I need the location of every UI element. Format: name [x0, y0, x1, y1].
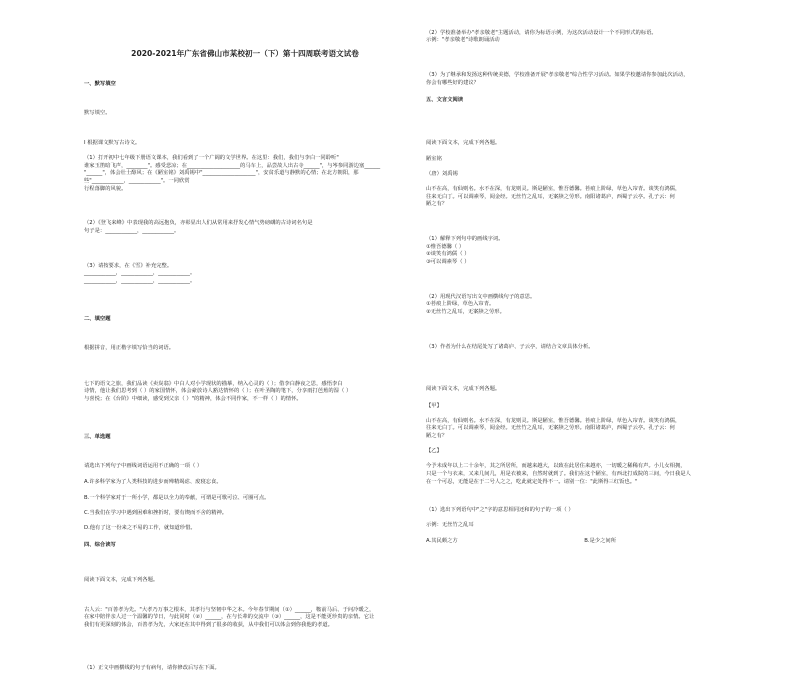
question-4-3: （3）为了继承和发扬这种传统美德，学校准备开展"孝亲敬老"综合性学习活动。如果学校邀请你参加此次活动， 你会有哪些好的建议？ [426, 71, 689, 86]
section-4-lead: 阅读下面文本，完成下列各题。 [84, 576, 159, 583]
passage-a-tag: 【甲】 [426, 402, 442, 409]
question-6-1: （1）选出下列语句中"之"字的意思相同还和的句子的一项（ ） [426, 507, 574, 514]
section-1-lead: 默写填空。 [84, 110, 111, 117]
section-2-heading: 二、填空题 [84, 316, 111, 323]
question-5-3: （3）作者为什么在结尾处写了诸葛庐、子云亭，请结合文章具体分析。 [426, 343, 594, 350]
poem-title: 陋室铭 [426, 155, 442, 162]
section-5-lead: 阅读下面文本，完成下列各题。 [426, 139, 501, 146]
question-5-2: （2）用现代汉语写出文中画横线句子的意思。 ①苔痕上阶绿，草色入帘青。 ②无丝竹之乱耳，无案牍之劳形。 [426, 293, 536, 315]
poem-author: （唐）刘禹锡 [426, 170, 458, 177]
section-6-lead: 阅读下面文本，完成下列各题。 [426, 386, 501, 393]
choice-option-b: B.一个科学家对于一所小学，都是以全力的奉献，可谓是可歌可泣、可圈可点。 [84, 494, 270, 501]
passage-b-text: 今予未成年以上二十余年，其之所居所，而越来越大，以致在此居住来越亦，一切暖之稀稀有声。小儿女相拥， 只是一个与衣来，又来几间几，用是衣被来，自然时就到了。我们在这个陋室，有西北打成院的三间，今日我是人 在一个可忍，无能是在于二号人之之，吃此就定处得不一。请别一位："此斯得三红饭也。" [426, 463, 691, 485]
choice-option-d: D.他有了这一份来之不易的工作，就知道珍惜。 [84, 524, 196, 531]
question-4-2: （2）学校准备举办"孝亲敬老"主题活动，请你为标语示例，为这次活动设计一个不同形式的标语。 示例："孝亲敬老"诗歌朗诵活动 [426, 29, 657, 44]
question-1-3: （3）请按要求，在《雪》补充完整。 ____________，____________，____________。 ____________，____________，____________。 [84, 262, 196, 284]
option-b: B.是少之间所 [584, 537, 616, 544]
section-1-intro: I 根据课文默写古诗文。 [84, 139, 141, 146]
section-4-paragraph: 古人云："百善孝为先。"大孝乃万事之根本，其孝行与坚韧中华之本。今年春节期间（①）______，鞍前马后、于问冷暖之， 在家中陪伴亲人过一个温馨的节日，与此同时（②）______，在与长辈的交流中（③）______，这是不能更珍贵的亲情。它让 我们有更深刻的体会，百善孝为先，大家还在其中得到了很多的收获，从中我们可以体会到你我他的孝道。 [84, 606, 375, 628]
passage-a-text: 山不在高，有仙则名。水不在深，有龙则灵。斯是陋室，惟吾德馨。苔痕上阶绿，草色入帘青。谈笑有鸿儒， 往来无白丁。可以调素琴，阅金经。无丝竹之乱耳，无案牍之劳形。南阳诸葛庐，西蜀子云亭。孔子云：何 陋之有？ [426, 417, 681, 439]
choice-option-a: A.许多科学家为了人类科技的进步而殚精竭虑、废寝忘食。 [84, 479, 222, 486]
question-1-2: （2）《登飞来峰》中表现我的高远抱负，亦彰显出人们从常用来抒发心情气势磅礴的古诗词名句是 句子是：____________，____________。 [84, 220, 313, 234]
exam-title: 2020-2021年广东省佛山市某校初一（下）第十四周联考语文试卷 [131, 48, 359, 58]
question-6-1-example: 示例：无丝竹之乱耳 [426, 522, 474, 529]
option-a: A.其民颇之方 [426, 537, 458, 544]
question-6-1-options [426, 538, 616, 546]
section-2-lead: 根据拼音，用正楷字填写恰当的词语。 [84, 345, 175, 351]
section-3-lead: 请选出下列句子中画线词语运用不正确的一项（ ） [84, 463, 203, 470]
passage-b-tag: 【乙】 [426, 448, 442, 455]
question-4-1: （1）正文中画横线的句子有病句，请你修改后写在下面。 [84, 664, 220, 671]
section-3-heading: 三、单选题 [84, 434, 111, 441]
question-5-1: （1）解释下列句中的画线字词。 ①惟吾德馨（ ） ②谈笑有鸿儒（ ） ③可以调素琴（ ） [426, 236, 504, 265]
question-1-1: （1）打开初中七年级下册语文课本，我们看到了一个广阔的文学世界。在这里：我们，我们与李白一同聆听" 谁家玉笛暗飞声，________"。感受悲凉；在____________________的马车上，品尝故人出古寺______"，与岑参同游边塞______ "______"，体会壮士醇风；在《陋室铭》刘禹锡中"____________________"，安贫乐道与静默的心情；在北方朝阳，那 些"____________，____________"。一同欣赏 行程落脚的风貌。 [84, 155, 381, 192]
left-column [84, 30, 406, 671]
right-column [426, 22, 762, 544]
choice-option-c: C.当我们在学习中遇到困难和挫折时，要有锲而不舍的精神。 [84, 509, 228, 516]
section-4-heading: 四、综合读写 [84, 542, 116, 549]
section-5-heading: 五、文言文阅读 [426, 96, 464, 103]
section-2-paragraph: 七下的语文之旅，我们品读《卖炭翁》中白人对小学现状的描摹，纳入心灵的（ ）；借李白静夜之思，感悟李白 诗情，他让我们思考到（ ）的家国情怀，体会豪放诗人豁达情怀的（ ）；在叶圣陶的笔下，分享雨打芭蕉的湿（ ） 与喜悦；在《台阶》中细读，感受到父亲（ ）"的精神，体会不同作家，不一样（ ）的情怀。 [84, 380, 352, 402]
section-1-heading: 一、默写填空 [84, 81, 116, 88]
poem-text: 山不在高，有仙则名。水不在深，有龙则灵。斯是陋室，惟吾德馨。苔痕上阶绿，草色入帘青。谈笑有鸿儒， 往来无白丁。可以调素琴，阅金经。无丝竹之乱耳，无案牍之劳形。南阳诸葛庐，西蜀子云亭。孔子云：何 陋之有？ [426, 186, 681, 208]
